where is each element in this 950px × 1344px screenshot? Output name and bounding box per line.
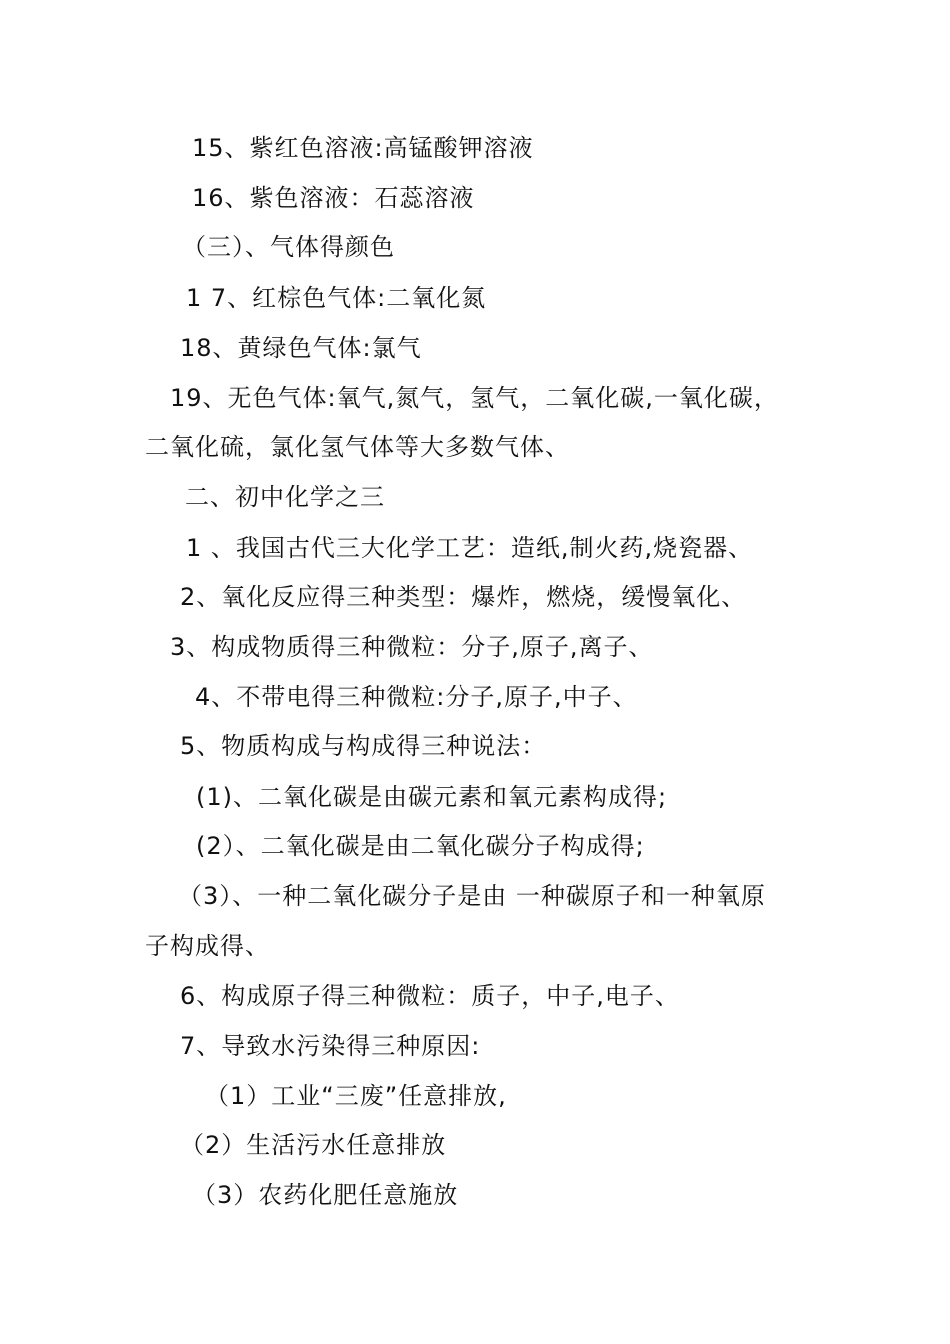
text-line: （3）、一种二氧化碳分子是由 一种碳原子和一种氧原: [178, 882, 766, 910]
text-line: （1）工业“三废”任意排放,: [205, 1082, 507, 1110]
text-line: （2）生活污水任意排放: [180, 1131, 447, 1159]
text-line: 18、黄绿色气体:氯气: [180, 334, 422, 362]
text-line: 19、无色气体:氧气,氮气，氢气，二氧化碳,一氧化碳，: [170, 384, 779, 412]
text-line: 3、构成物质得三种微粒：分子,原子,离子、: [170, 633, 654, 661]
text-line: (1)、二氧化碳是由碳元素和氧元素构成得;: [196, 783, 668, 811]
text-line: 子构成得、: [145, 932, 270, 960]
text-line: 16、紫色溶液：石蕊溶液: [192, 184, 475, 212]
text-line: 2、氧化反应得三种类型：爆炸，燃烧，缓慢氧化、: [180, 583, 747, 611]
text-line: 7、导致水污染得三种原因:: [180, 1032, 481, 1060]
text-line: 5、物质构成与构成得三种说法：: [180, 732, 547, 760]
text-line: 6、构成原子得三种微粒：质子，中子,电子、: [180, 982, 680, 1010]
text-line: （3）农药化肥任意施放: [192, 1181, 459, 1209]
text-line: 1 、我国古代三大化学工艺：造纸,制火药,烧瓷器、: [186, 534, 754, 562]
text-line: 15、紫红色溶液:高锰酸钾溶液: [192, 134, 534, 162]
section-heading: （三）、气体得颜色: [182, 233, 395, 261]
text-line: 二氧化硫，氯化氢气体等大多数气体、: [145, 433, 570, 461]
section-heading: 二、初中化学之三: [185, 483, 385, 511]
text-line: 1 7、红棕色气体:二氧化氮: [186, 284, 487, 312]
text-line: 4、不带电得三种微粒:分子,原子,中子、: [195, 683, 638, 711]
text-line: (2）、二氧化碳是由二氧化碳分子构成得;: [196, 832, 645, 860]
